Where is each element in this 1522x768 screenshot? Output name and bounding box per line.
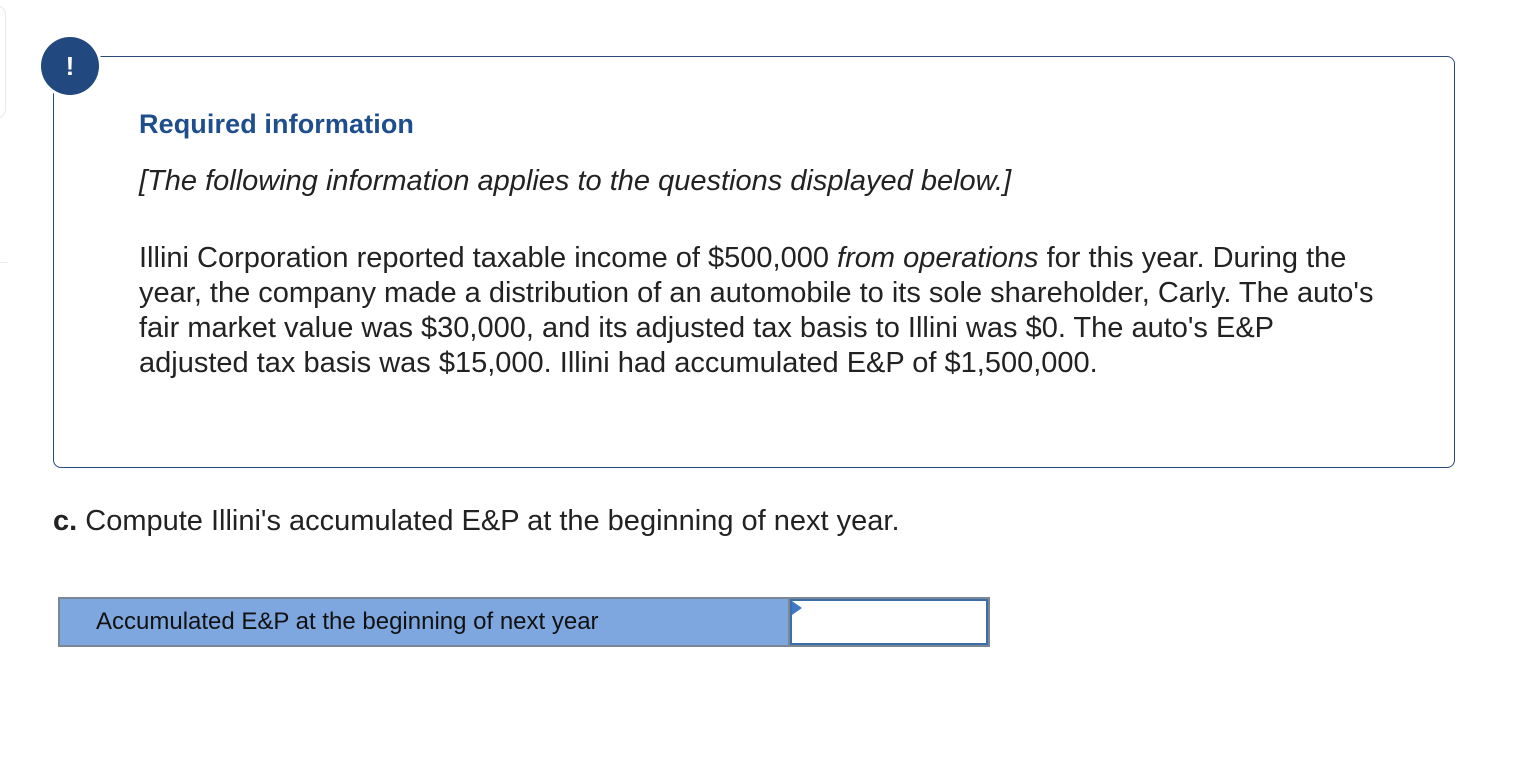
question-c (53, 505, 900, 538)
answer-row-label (60, 599, 790, 645)
left-panel-edge (0, 5, 6, 119)
accumulated-ep-input[interactable] (792, 601, 986, 643)
question-text: Compute Illini's accumulated E&P at the beginning of next year. (77, 505, 900, 537)
required-information-box (53, 56, 1455, 468)
exclamation-icon (41, 37, 99, 95)
question-letter: c. (53, 505, 78, 537)
info-title: Required information (139, 109, 415, 139)
info-paragraph-part1: Illini Corporation reported taxable income of $500,000 (139, 242, 838, 274)
answer-table (58, 597, 990, 647)
info-subtitle: [The following information applies to the questions displayed below.] (139, 165, 1012, 197)
info-paragraph-emphasis: from operations (837, 242, 1039, 274)
cell-marker-icon (792, 601, 802, 615)
answer-row-label-text: Accumulated E&P at the beginning of next year (96, 608, 599, 635)
info-paragraph (139, 241, 1389, 381)
answer-cell[interactable] (790, 599, 988, 645)
info-paragraph-part2: for this year. During the year, the company made a distribution of an automobile to its sole shareholder, Carly. The auto's fair market value was $30,000, and its adjusted tax basis to Illini was $0. The auto's E&P adjusted tax basis was $15,000. Illini had accumulated E&P of $1,500,000. (139, 242, 1374, 379)
exclamation-symbol: ! (65, 50, 75, 81)
left-panel-divider (0, 210, 8, 263)
